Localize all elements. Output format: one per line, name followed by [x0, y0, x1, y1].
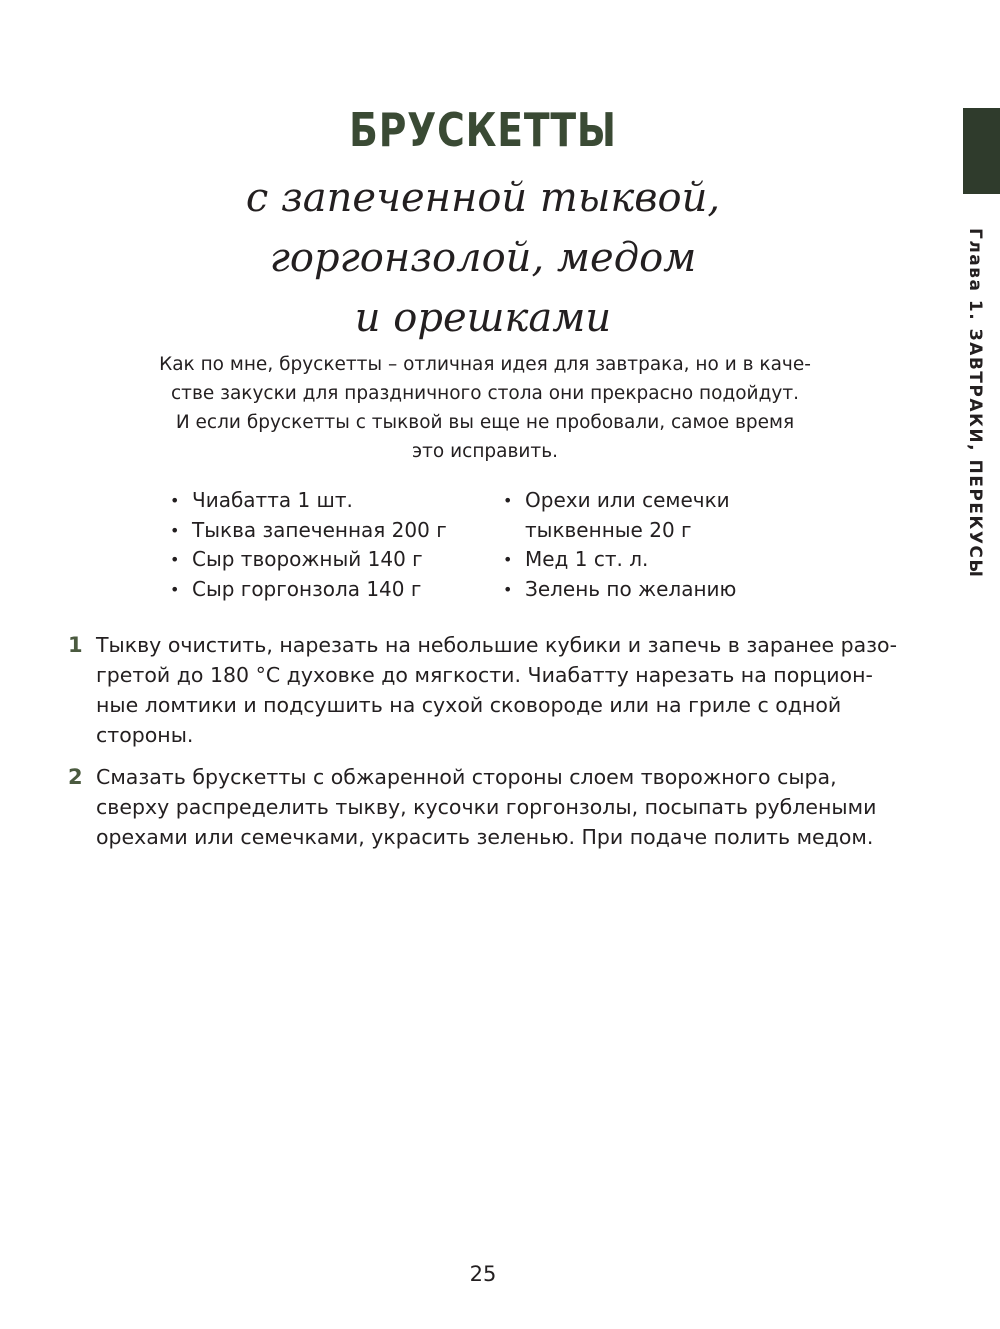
- ingredient-item: • Зелень по желанию: [503, 575, 736, 605]
- intro-line: Как по мне, брускетты – отличная идея для завтрака, но и в каче-: [159, 354, 811, 375]
- step-line: Тыкву очистить, нарезать на небольшие кубики и запечь в заранее разо-: [96, 633, 897, 657]
- step-text: [96, 762, 900, 852]
- step-number: 1: [68, 633, 83, 657]
- bullet-icon: •: [503, 550, 513, 569]
- step-line: орехами или семечками, украсить зеленью. При подаче полить медом.: [96, 825, 874, 849]
- bullet-icon: •: [503, 491, 513, 510]
- ingredients-list-right: [503, 486, 736, 604]
- ingredient-item: • Тыква запеченная 200 г: [170, 516, 447, 546]
- recipe-step: [68, 762, 900, 852]
- bullet-icon: •: [503, 579, 513, 599]
- recipe-title: БРУСКЕТТЫ: [349, 103, 617, 157]
- ingredient-item: • Чиабатта 1 шт.: [170, 486, 447, 516]
- bullet-icon: •: [170, 520, 180, 540]
- ingredient-item: • Мед 1 ст. л.: [503, 545, 736, 575]
- step-line: сверху распределить тыкву, кусочки горгонзолы, посыпать рублеными: [96, 795, 877, 819]
- intro-line: это исправить.: [412, 441, 558, 462]
- chapter-tab-marker: [963, 108, 1000, 194]
- step-number: 2: [68, 765, 83, 789]
- step-text: [96, 630, 900, 750]
- ingredient-item: • Сыр творожный 140 г: [170, 545, 447, 575]
- bullet-icon: •: [170, 579, 180, 599]
- chapter-label: Глава 1. ЗАВТРАКИ, ПЕРЕКУСЫ: [965, 228, 985, 579]
- subtitle-line: с запеченной тыквой,: [245, 175, 721, 221]
- page-number: 25: [469, 1262, 497, 1286]
- subtitle-line: горгонзолой, медом: [269, 235, 697, 281]
- recipe-subtitle: [0, 168, 966, 348]
- intro-line: стве закуски для праздничного стола они прекрасно подойдут.: [171, 383, 799, 404]
- ingredient-item: • Орехи или семечки тыквенные 20 г: [503, 488, 730, 542]
- step-line: Смазать брускетты с обжаренной стороны слоем творожного сыра,: [96, 765, 837, 789]
- bullet-icon: •: [170, 550, 180, 569]
- bullet-icon: •: [170, 491, 180, 510]
- ingredients-list-left: [170, 486, 447, 604]
- recipe-step: [68, 630, 900, 750]
- ingredient-item: • Сыр горгонзола 140 г: [170, 575, 447, 605]
- step-line: гретой до 180 °С духовке до мягкости. Чиабатту нарезать на порцион-: [96, 663, 873, 687]
- subtitle-line: и орешками: [354, 295, 612, 341]
- recipe-intro: [145, 350, 825, 466]
- intro-line: И если брускетты с тыквой вы еще не пробовали, самое время: [175, 412, 795, 433]
- step-line: стороны.: [96, 723, 194, 747]
- step-line: ные ломтики и подсушить на сухой сковороде или на гриле с одной: [96, 693, 842, 717]
